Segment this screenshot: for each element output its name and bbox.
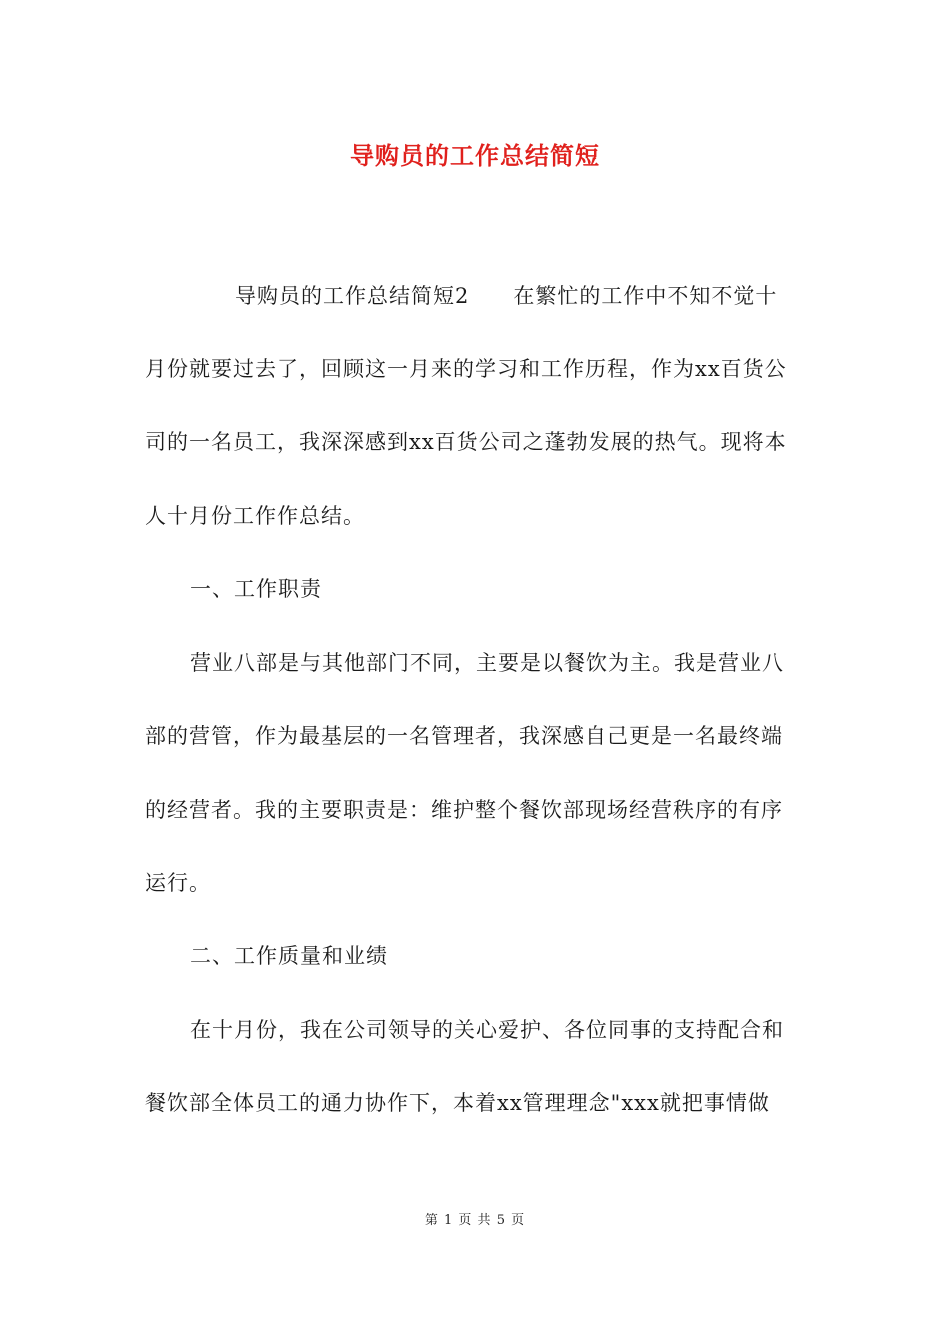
section-heading: 二、工作质量和业绩	[190, 944, 388, 968]
body-line: 司的一名员工，我深深感到xx百货公司之蓬勃发展的热气。现将本	[145, 430, 787, 454]
section-heading: 一、工作职责	[190, 577, 322, 601]
subtitle-text: 导购员的工作总结简短2	[235, 284, 470, 308]
body-line: 餐饮部全体员工的通力协作下，本着xx管理理念"xxx就把事情做	[145, 1091, 770, 1115]
body-line: 人十月份工作作总结。	[145, 504, 365, 528]
body-line: 运行。	[145, 871, 211, 895]
paragraph-text: 在繁忙的工作中不知不觉十	[513, 284, 778, 308]
body-line: 月份就要过去了，回顾这一月来的学习和工作历程，作为xx百货公	[145, 357, 787, 381]
document-title: 导购员的工作总结简短	[350, 142, 600, 170]
body-line: 部的营管，作为最基层的一名管理者，我深感自己更是一名最终端	[145, 724, 783, 748]
body-line: 营业八部是与其他部门不同，主要是以餐饮为主。我是营业八	[190, 651, 784, 675]
body-line: 的经营者。我的主要职责是：维护整个餐饮部现场经营秩序的有序	[145, 798, 783, 822]
page-number: 第 1 页 共 5 页	[424, 1213, 526, 1228]
body-line: 在十月份，我在公司领导的关心爱护、各位同事的支持配合和	[190, 1018, 784, 1042]
body-line	[235, 282, 777, 310]
